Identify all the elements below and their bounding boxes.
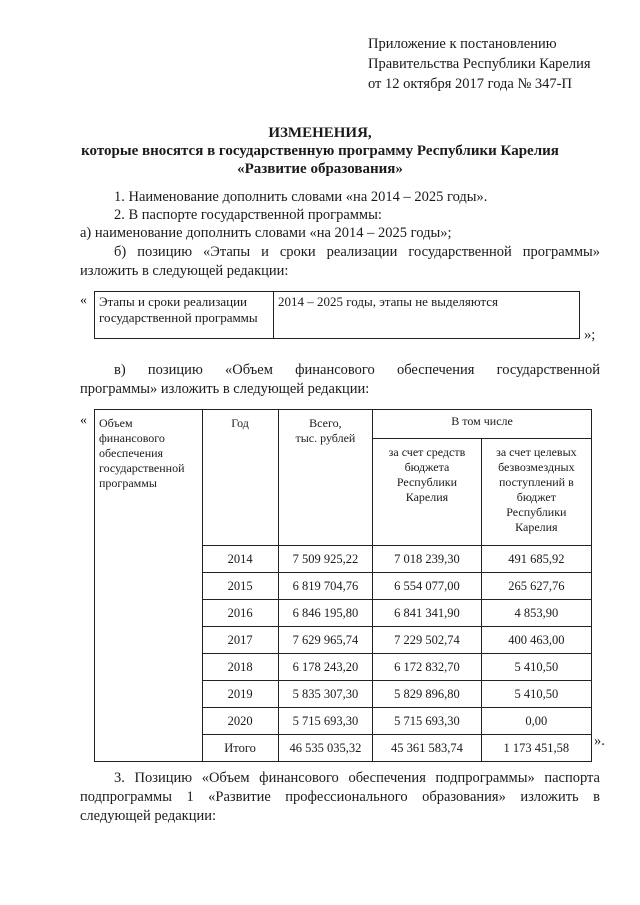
row-budget: 5 829 896,80 [373,681,482,708]
funding-table [94,409,592,762]
col-total-header [278,410,372,546]
paragraph-2b-line-1: б) позицию «Этапы и сроки реализации государственной программы» [114,244,600,260]
row-budget: 7 018 239,30 [373,546,482,573]
paragraph-3-line-1: 3. Позицию «Объем финансового обеспечения подпрограммы» паспорта [114,770,600,786]
col-budget-header: за счет средств бюджета Республики Карелия [373,439,482,546]
row-year: 2017 [202,627,278,654]
quote-close-2: ». [594,733,605,749]
row-grants: 491 685,92 [481,546,591,573]
quote-close-1: »; [584,327,596,343]
row-budget: 7 229 502,74 [373,627,482,654]
col-including-header: В том числе [373,410,592,439]
row-total: 5 835 307,30 [278,681,372,708]
approval-note-line-1: Приложение к постановлению [368,36,557,52]
row-year: Итого [202,735,278,762]
document-subtitle-2: «Развитие образования» [237,161,403,177]
row-total: 46 535 035,32 [278,735,372,762]
row-grants: 5 410,50 [481,681,591,708]
row-grants: 4 853,90 [481,600,591,627]
row-budget: 6 841 341,90 [373,600,482,627]
funding-label-cell: Объем финансового обеспечения государственной программы [95,410,203,762]
row-total: 5 715 693,30 [278,708,372,735]
row-year: 2018 [202,654,278,681]
row-budget: 6 172 832,70 [373,654,482,681]
col-grants-header: за счет целевых безвозмездных поступлений в бюджет Республики Карелия [481,439,591,546]
row-total: 6 846 195,80 [278,600,372,627]
paragraph-1: 1. Наименование дополнить словами «на 2014 – 2025 годы». [114,189,488,205]
row-total: 6 819 704,76 [278,573,372,600]
paragraph-2a: а) наименование дополнить словами «на 2014 – 2025 годы»; [80,225,452,241]
approval-note-line-2: Правительства Республики Карелия [368,56,591,72]
row-year: 2016 [202,600,278,627]
col-total-header-line-1: Всего, [309,416,342,430]
col-year-header: Год [202,410,278,546]
document-subtitle-1: которые вносятся в государственную программу Республики Карелия [81,143,559,159]
document-title: ИЗМЕНЕНИЯ, [268,125,372,141]
row-year: 2019 [202,681,278,708]
stages-table [94,291,580,339]
paragraph-2c-line-1: в) позицию «Объем финансового обеспечения государственной [114,362,600,378]
row-year: 2014 [202,546,278,573]
row-grants: 5 410,50 [481,654,591,681]
row-year: 2020 [202,708,278,735]
row-grants: 400 463,00 [481,627,591,654]
approval-note-line-3: от 12 октября 2017 года № 347-П [368,76,572,92]
row-budget: 5 715 693,30 [373,708,482,735]
row-grants: 1 173 451,58 [481,735,591,762]
row-budget: 45 361 583,74 [373,735,482,762]
stages-value-cell: 2014 – 2025 годы, этапы не выделяются [274,292,580,339]
row-total: 6 178 243,20 [278,654,372,681]
quote-open-1: « [80,293,87,308]
row-total: 7 629 965,74 [278,627,372,654]
quote-open-2: « [80,413,87,428]
col-total-header-line-2: тыс. рублей [295,431,356,445]
paragraph-2b-line-2: изложить в следующей редакции: [80,263,289,279]
paragraph-3-line-3: следующей редакции: [80,808,217,824]
paragraph-3-line-2: подпрограммы 1 «Развитие профессионального образования» изложить в [80,789,600,805]
row-grants: 0,00 [481,708,591,735]
approval-note [368,34,591,94]
row-total: 7 509 925,22 [278,546,372,573]
row-budget: 6 554 077,00 [373,573,482,600]
paragraph-2: 2. В паспорте государственной программы: [114,207,382,223]
stages-label-cell: Этапы и сроки реализации государственной программы [95,292,274,339]
paragraph-2c-line-2: программы» изложить в следующей редакции: [80,381,370,397]
row-grants: 265 627,76 [481,573,591,600]
row-year: 2015 [202,573,278,600]
